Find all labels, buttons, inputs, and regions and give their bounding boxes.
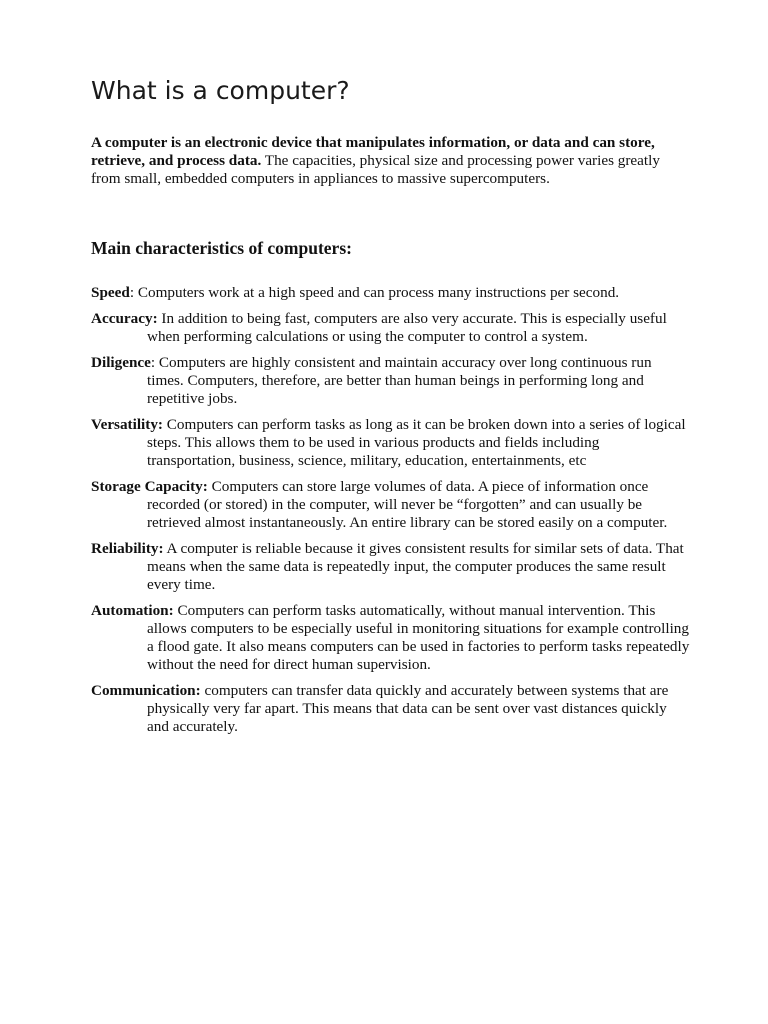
characteristic-automation (91, 602, 691, 674)
characteristic-separator: : (129, 284, 138, 301)
characteristic-term: Accuracy: (91, 310, 158, 327)
characteristic-speed (91, 284, 691, 302)
characteristic-description: Computers are highly consistent and maintain accuracy over long continuous run times. Computers, therefore, are better than human beings in performing long and repetitive jobs. (147, 354, 652, 407)
characteristic-description: Computers can perform tasks automatically, without manual intervention. This allows computers to be especially useful in monitoring situations for example controlling a flood gate. It also means computers can be used in factories to perform tasks repeatedly without the need for direct human supervision. (147, 602, 690, 673)
characteristic-term: Speed (91, 284, 130, 301)
characteristic-term: Storage Capacity: (91, 478, 208, 495)
characteristic-description: A computer is reliable because it gives consistent results for similar sets of data. That means when the same data is repeatedly input, the computer produces the same result every time. (147, 540, 684, 593)
document-title: What is a computer? (91, 76, 350, 105)
characteristic-description: Computers work at a high speed and can process many instructions per second. (137, 284, 620, 301)
characteristic-description: Computers can perform tasks as long as it can be broken down into a series of logical steps. This allows them to be used in various products and fields including transportation, business, science, military, education, entertainments, etc (147, 416, 686, 469)
section-heading: Main characteristics of computers: (91, 238, 352, 258)
characteristic-term: Reliability: (91, 540, 164, 557)
characteristic-versatility (91, 416, 691, 470)
characteristic-term: Automation: (91, 602, 174, 619)
characteristic-storage-capacity (91, 478, 691, 532)
characteristic-term: Versatility: (91, 416, 163, 433)
characteristic-diligence (91, 354, 691, 408)
intro-definition: A computer is an electronic device that manipulates information, or data and can store, retrieve, and process data. (91, 134, 655, 169)
characteristic-term: Diligence (91, 354, 151, 371)
characteristic-separator: : (150, 354, 159, 371)
characteristic-description: computers can transfer data quickly and accurately between systems that are physically very far apart. This means that data can be sent over vast distances quickly and accurately. (147, 682, 669, 735)
characteristic-accuracy (91, 310, 691, 346)
characteristic-description: In addition to being fast, computers are also very accurate. This is especially useful when performing calculations or using the computer to control a system. (147, 310, 667, 345)
characteristic-reliability (91, 540, 691, 594)
characteristics-list (91, 284, 691, 744)
characteristic-description: Computers can store large volumes of data. A piece of information once recorded (or stored) in the computer, will never be “forgotten” and can usually be retrieved almost instantaneously. An entire library can be stored easily on a computer. (147, 478, 668, 531)
intro-text: The capacities, physical size and processing power varies greatly from small, embedded computers in appliances to massive supercomputers. (91, 152, 660, 187)
intro-paragraph (91, 134, 691, 188)
characteristic-communication (91, 682, 691, 736)
characteristic-term: Communication: (91, 682, 201, 699)
